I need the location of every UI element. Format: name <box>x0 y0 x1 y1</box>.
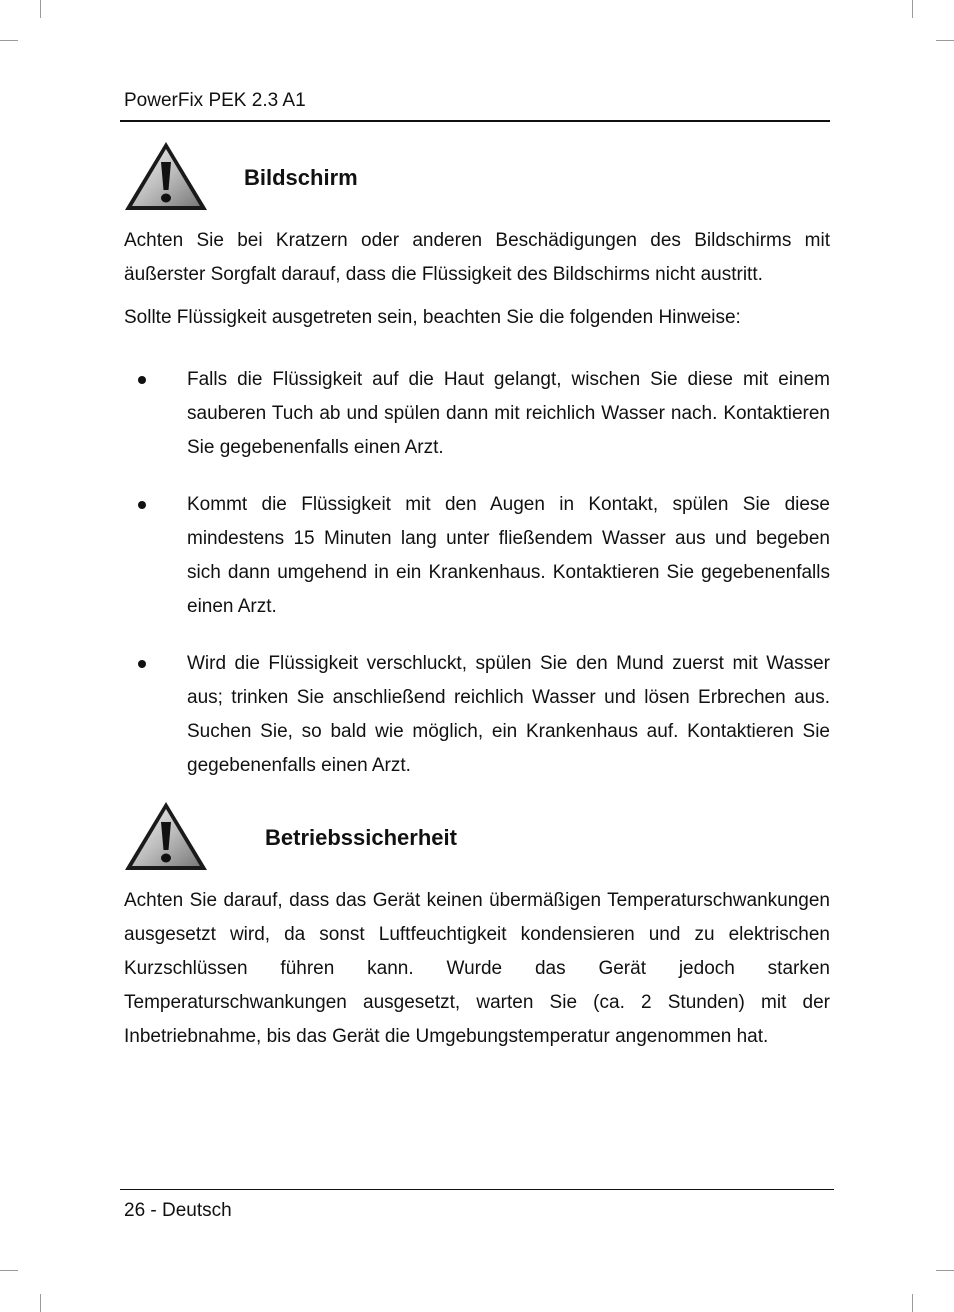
footer-rule <box>120 1189 834 1190</box>
warning-triangle-icon <box>123 800 209 872</box>
section-title: Betriebssicherheit <box>265 825 457 850</box>
page-number: 26 - Deutsch <box>124 1200 232 1221</box>
list-item-text: Falls die Flüssigkeit auf die Haut gelangt, wischen Sie diese mit einem sauberen Tuch ab und spülen dann mit reichlich Wasser nach. Kontaktieren Sie gegebenenfalls einen Arzt. <box>187 369 830 458</box>
bullet-icon <box>138 501 146 509</box>
running-header: PowerFix PEK 2.3 A1 <box>124 90 306 111</box>
crop-mark <box>0 1270 18 1271</box>
section-title: Bildschirm <box>244 165 358 190</box>
crop-mark <box>40 1294 41 1312</box>
crop-mark <box>936 40 954 41</box>
list-item <box>124 488 830 624</box>
crop-mark <box>936 1270 954 1271</box>
list-item <box>124 647 830 783</box>
bullet-icon <box>138 660 146 668</box>
header-rule <box>120 120 830 122</box>
paragraph: Achten Sie bei Kratzern oder anderen Beschädigungen des Bildschirms mit äußerster Sorgfalt darauf, dass die Flüssigkeit des Bildschirms nicht austritt. <box>124 230 830 285</box>
crop-mark <box>0 40 18 41</box>
crop-mark <box>912 1294 913 1312</box>
list-item <box>124 363 830 465</box>
crop-mark <box>40 0 41 18</box>
list-item-text: Wird die Flüssigkeit verschluckt, spülen Sie den Mund zuerst mit Wasser aus; trinken Sie anschließend reichlich Wasser und lösen Erbrechen aus. Suchen Sie, so bald wie möglich, ein Krankenhaus auf. Kontaktieren Sie gegebenenfalls einen Arzt. <box>187 653 830 776</box>
crop-mark <box>912 0 913 18</box>
warning-triangle-icon <box>123 140 209 212</box>
paragraph: Sollte Flüssigkeit ausgetreten sein, beachten Sie die folgenden Hinweise: <box>124 307 741 328</box>
bullet-icon <box>138 376 146 384</box>
paragraph: Achten Sie darauf, dass das Gerät keinen übermäßigen Temperaturschwankungen ausgesetzt wird, da sonst Luftfeuchtigkeit kondensieren und zu elektrischen Kurzschlüssen führen kann. Wurde das Gerät jedoch starken Temperaturschwankungen ausgesetzt, warten Sie (ca. 2 Stunden) mit der Inbetriebnahme, bis das Gerät die Umgebungstemperatur angenommen hat. <box>124 890 830 1047</box>
list-item-text: Kommt die Flüssigkeit mit den Augen in Kontakt, spülen Sie diese mindestens 15 Minuten lang unter fließendem Wasser aus und begeben sich dann umgehend in ein Krankenhaus. Kontaktieren Sie gegebenenfalls einen Arzt. <box>187 494 830 617</box>
